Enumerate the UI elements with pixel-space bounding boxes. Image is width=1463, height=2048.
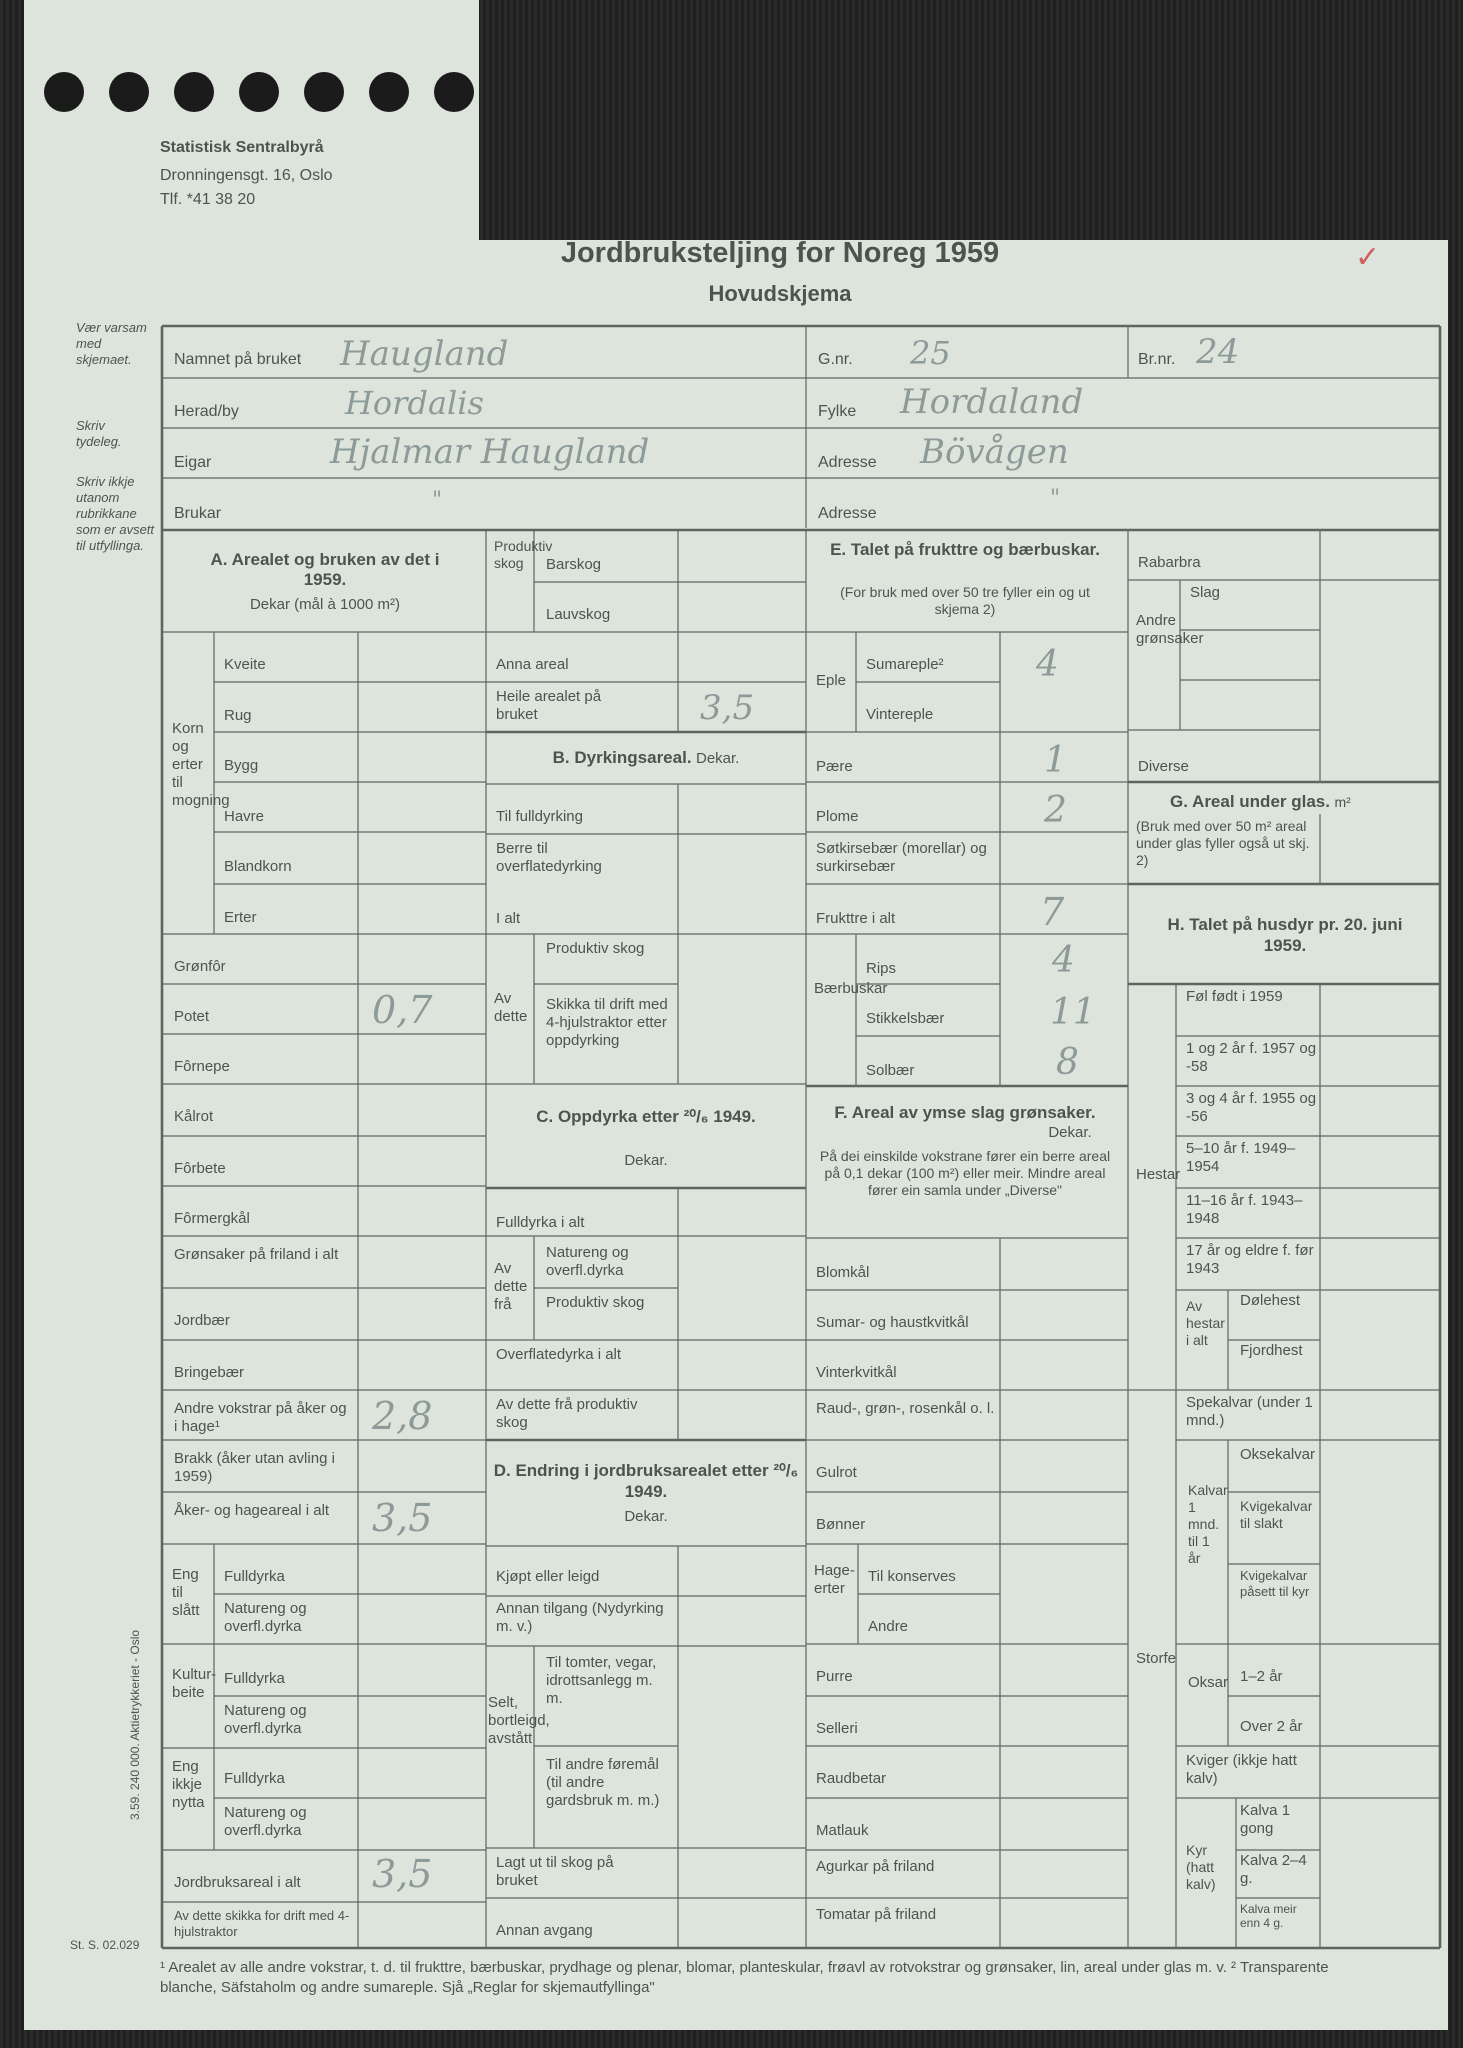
section-a-row-label: Potet — [174, 1008, 210, 1025]
hestar-label: Hestar — [1136, 1166, 1181, 1183]
fjordhest-label: Fjordhest — [1240, 1342, 1303, 1359]
section-a-row-label: Fôrbete — [174, 1160, 226, 1177]
ikkje-fulldyrka-label: Fulldyrka — [224, 1770, 285, 1787]
oksar-label: Oksar — [1188, 1674, 1229, 1691]
issuer-address: Dronningensgt. 16, Oslo — [160, 167, 333, 184]
c-produktiv-skog-label: Produktiv skog — [546, 1294, 645, 1311]
paere-value[interactable]: 1 — [1044, 740, 1067, 781]
andre-gronsaker-label: Andre grønsaker — [1136, 612, 1204, 647]
hest-row-label: 1 og 2 år f. 1957 og -58 — [1186, 1040, 1317, 1075]
section-a-row-value[interactable]: 3,5 — [372, 1496, 433, 1540]
annan-avgang-label: Annan avgang — [496, 1922, 593, 1939]
b-produktiv-skog-label: Produktiv skog — [546, 940, 645, 957]
baerbuskar-label: Bærbuskar — [814, 980, 888, 997]
issuer-phone: Tlf. *41 38 20 — [160, 191, 256, 208]
check-mark: ✓ — [1355, 241, 1381, 274]
kulturbeite-fulldyrka-label: Fulldyrka — [224, 1670, 285, 1687]
tractor-suitable-label: Av dette skikka for drift med 4-hjulstraktor — [174, 1908, 350, 1939]
issuer-name: Statistisk Sentralbyrå — [160, 139, 324, 156]
kviger-label: Kviger (ikkje hatt kalv) — [1186, 1752, 1297, 1787]
kyr-label: Kyr (hatt kalv) — [1186, 1842, 1216, 1892]
eng-til-slatt-label: Eng til slått — [172, 1566, 200, 1619]
farm-name-value[interactable]: Haugland — [340, 334, 509, 374]
fylke-label: Fylke — [818, 403, 857, 420]
sumareple-value[interactable]: 4 — [1036, 644, 1059, 685]
spekalvar-label: Spekalvar (under 1 mnd.) — [1186, 1394, 1313, 1429]
section-a-row-label: Grønsaker på friland i alt — [174, 1246, 339, 1263]
side-note-c: Skriv ikkje utanom rubrikkane som er avsett til utfyllinga. — [76, 474, 155, 553]
lagt-ut-label: Lagt ut til skog på bruket — [496, 1854, 614, 1889]
kulturbeite-natureng-label: Natureng og overfl.dyrka — [224, 1702, 307, 1737]
section-a-row-value[interactable]: 2,8 — [372, 1394, 433, 1438]
section-a-row-label: Åker- og hageareal i alt — [174, 1502, 330, 1519]
section-f-row2-label: Matlauk — [816, 1822, 869, 1839]
section-g-title: G. Areal under glas. m² — [1170, 792, 1351, 811]
section-e-title: E. Talet på frukttre og bærbuskar. — [830, 540, 1100, 559]
b-i-alt-label: I alt — [496, 910, 521, 927]
owner-label: Eigar — [174, 454, 212, 471]
section-c-unit: Dekar. — [624, 1152, 668, 1169]
hest-row-label: 17 år og eldre f. før 1943 — [1186, 1242, 1314, 1277]
address2-value[interactable]: " — [1050, 486, 1061, 511]
rips-value[interactable]: 4 — [1052, 940, 1075, 981]
section-f-title: F. Areal av ymse slag grønsaker. — [834, 1103, 1096, 1122]
section-f-row2-label: Raudbetar — [816, 1770, 887, 1787]
user-label: Brukar — [174, 505, 222, 522]
c-overflatedyrka-label: Overflatedyrka i alt — [496, 1346, 622, 1363]
hest-row-label: 5–10 år f. 1949–1954 — [1186, 1140, 1296, 1175]
brnr-value[interactable]: 24 — [1196, 332, 1240, 372]
section-a-row-label: Fôrmergkål — [174, 1210, 250, 1227]
kalva-2-4-label: Kalva 2–4 g. — [1240, 1852, 1307, 1887]
eple-label: Eple — [816, 672, 847, 689]
oksar-over2-label: Over 2 år — [1240, 1718, 1303, 1735]
section-f-row2-label: Agurkar på friland — [816, 1858, 935, 1875]
frukttre-label: Frukttre i alt — [816, 910, 896, 927]
ikkje-natureng-label: Natureng og overfl.dyrka — [224, 1804, 307, 1839]
eng-natureng-label: Natureng og overfl.dyrka — [224, 1600, 307, 1635]
section-f-row2-label: Tomatar på friland — [816, 1906, 937, 1923]
kalva-4-label: Kalva meir enn 4 g. — [1240, 1902, 1297, 1930]
section-f-row-label: Blomkål — [816, 1264, 870, 1281]
user-value[interactable]: " — [432, 488, 443, 513]
slag-label: Slag — [1190, 584, 1221, 601]
korn-row-label: Kveite — [224, 656, 266, 673]
c-produktiv-label: Av dette frå produktiv skog — [496, 1396, 638, 1431]
section-f-row-label: Sumar- og haustkvitkål — [816, 1314, 969, 1331]
storfe-label: Storfe — [1136, 1650, 1177, 1667]
section-b-title: B. Dyrkingsareal. Dekar. — [552, 748, 740, 767]
section-a-row-label: Bringebær — [174, 1364, 245, 1381]
section-h-title: H. Talet på husdyr pr. 20. juni 1959. — [1167, 915, 1403, 955]
section-f-row-label: Vinterkvitkål — [816, 1364, 897, 1381]
farm-name-label: Namnet på bruket — [174, 351, 302, 368]
form-subtitle: Hovudskjema — [708, 281, 852, 306]
herad-value[interactable]: Hordalis — [345, 384, 484, 422]
section-c-title: C. Oppdyrka etter ²⁰/₆ 1949. — [536, 1107, 756, 1126]
sotkirse-label: Søtkirsebær (morellar) og surkirsebær — [816, 840, 987, 875]
plome-value[interactable]: 2 — [1044, 790, 1067, 831]
section-f-unit: Dekar. — [1048, 1124, 1092, 1141]
korn-row-label: Havre — [224, 807, 265, 825]
side-note-b: Skriv tydeleg. — [76, 418, 122, 449]
anna-areal-label: Anna areal — [496, 656, 569, 673]
dolehest-label: Dølehest — [1240, 1292, 1301, 1309]
frukttre-value[interactable]: 7 — [1040, 890, 1065, 934]
section-a-row-label: Kålrot — [174, 1108, 214, 1125]
address2-label: Adresse — [818, 505, 877, 522]
b-skikka-label: Skikka til drift med 4-hjulstraktor etter oppdyrking — [546, 996, 668, 1049]
selt-label: Selt, bortleigd, avstått — [488, 1694, 550, 1747]
section-f-row-label: Bønner — [816, 1516, 866, 1533]
korn-row-label: Blandkorn — [224, 858, 292, 875]
lauvskog-label: Lauvskog — [546, 606, 611, 623]
korn-row-label: Erter — [224, 908, 257, 926]
plome-label: Plome — [816, 808, 859, 825]
korn-row-label: Bygg — [224, 757, 259, 774]
rips-label: Rips — [866, 960, 897, 977]
berre-overflate-label: Berre til overflatedyrking — [496, 840, 602, 875]
owner-value[interactable]: Hjalmar Haugland — [330, 432, 650, 472]
section-f-row-label: Raud-, grøn-, rosenkål o. l. — [816, 1400, 995, 1417]
eng-fulldyrka-label: Fulldyrka — [224, 1568, 285, 1585]
section-d-unit: Dekar. — [624, 1508, 668, 1525]
c-fulldyrka-label: Fulldyrka i alt — [496, 1214, 585, 1231]
oksekalvar-label: Oksekalvar — [1240, 1446, 1316, 1463]
korn-row-label: Rug — [224, 706, 252, 724]
solbaer-value[interactable]: 8 — [1056, 1042, 1079, 1083]
diverse-label: Diverse — [1138, 758, 1189, 775]
print-code: 3.59. 240 000. Aktietrykkeriet - Oslo — [128, 1629, 142, 1820]
b-av-dette-label: Av dette — [494, 990, 528, 1025]
section-a-row-label: Andre vokstrar på åker og i hage¹ — [174, 1400, 347, 1435]
section-f-note: På dei einskilde vokstrane fører ein berre areal på 0,1 dekar (100 m²) eller meir. Mindre areal fører ein samla under „Diverse" — [819, 1148, 1111, 1198]
til-fulldyrking-label: Til fulldyrking — [496, 808, 583, 825]
section-d-title: D. Endring i jordbruksarealet etter ²⁰/₆ 1949. — [493, 1461, 799, 1501]
annan-tilgang-label: Annan tilgang (Nydyrking m. v.) — [496, 1600, 664, 1635]
hageerter-label: Hage-erter — [814, 1562, 855, 1597]
footnote: ¹ Arealet av alle andre vokstrar, t. d. til frukttre, bærbuskar, prydhage og plenar, blomar, planteskular, frøavl av rotvokstrar og grønsaker, lin, areal under glas m. v. ² Transparente blanche, Säfstaholm og andre sumareple. Sjå „Reglar for skjemautfyllinga" — [160, 1959, 1329, 1996]
kalva-1-label: Kalva 1 gong — [1240, 1802, 1291, 1837]
section-a-row-label: Fôrnepe — [174, 1058, 230, 1075]
kulturbeite-label: Kultur-beite — [172, 1666, 217, 1701]
gnr-value[interactable]: 25 — [910, 334, 951, 372]
section-a-title: A. Arealet og bruken av det i 1959. — [210, 550, 440, 589]
sumareple-label: Sumareple² — [866, 656, 944, 673]
kjopt-label: Kjøpt eller leigd — [496, 1568, 600, 1585]
section-e-note: (For bruk med over 50 tre fyller ein og ut skjema 2) — [840, 584, 1090, 617]
jordbruksareal-value[interactable]: 3,5 — [372, 1852, 433, 1896]
til-konserves-label: Til konserves — [868, 1568, 956, 1585]
fylke-value[interactable]: Hordaland — [900, 382, 1084, 422]
section-a-row-label: Jordbær — [174, 1312, 230, 1329]
gnr-label: G.nr. — [818, 351, 853, 368]
section-f-row-label: Gulrot — [816, 1464, 857, 1481]
kalvar-label: Kalvar 1 mnd. til 1 år — [1188, 1482, 1228, 1566]
section-g-note: (Bruk med over 50 m² areal under glas fyller også ut skj. 2) — [1136, 818, 1310, 868]
til-tomter-label: Til tomter, vegar, idrottsanlegg m. m. — [546, 1654, 657, 1707]
stikkelsbaer-value[interactable]: 11 — [1050, 992, 1096, 1033]
korn-group-label: Korn og erter til mogning — [172, 720, 230, 809]
c-natureng-label: Natureng og overfl.dyrka — [546, 1244, 629, 1279]
hest-row-label: 11–16 år f. 1943–1948 — [1186, 1192, 1303, 1227]
produktiv-skog-label: Produktiv skog — [494, 538, 553, 571]
kvigekalvar-paset-label: Kvigekalvar påsett til kyr — [1240, 1568, 1310, 1599]
eng-ikkje-nytta-label: Eng ikkje nytta — [172, 1758, 205, 1811]
kvigekalvar-slakt-label: Kvigekalvar til slakt — [1240, 1498, 1313, 1531]
vintereple-label: Vintereple — [866, 706, 934, 723]
andre-erter-label: Andre — [868, 1618, 909, 1635]
section-f-row2-label: Purre — [816, 1668, 853, 1685]
section-a-row-label: Brakk (åker utan avling i 1959) — [174, 1450, 335, 1485]
stikkelsbaer-label: Stikkelsbær — [866, 1010, 945, 1027]
jordbruksareal-label: Jordbruksareal i alt — [174, 1874, 301, 1891]
rabarbra-label: Rabarbra — [1138, 554, 1201, 571]
section-f-row2-label: Selleri — [816, 1720, 858, 1737]
til-andre-label: Til andre føremål (til andre gardsbruk m. m.) — [546, 1756, 660, 1809]
section-a-unit: Dekar (mål à 1000 m²) — [249, 596, 401, 613]
av-hestar-label: Av hestar i alt — [1186, 1298, 1225, 1348]
address-label: Adresse — [818, 454, 877, 471]
address-value[interactable]: Bövågen — [920, 432, 1069, 472]
heile-arealet-value[interactable]: 3,5 — [700, 688, 755, 728]
c-av-dette-fra-label: Av dette frå — [494, 1260, 528, 1313]
paere-label: Pære — [816, 758, 853, 775]
hest-row-label: 3 og 4 år f. 1955 og -56 — [1186, 1090, 1317, 1125]
solbaer-label: Solbær — [866, 1062, 915, 1079]
form-title: Jordbruksteljing for Noreg 1959 — [560, 237, 1000, 269]
section-a-row-value[interactable]: 0,7 — [372, 988, 433, 1032]
section-a-row-label: Grønfôr — [174, 958, 226, 975]
hest-row-label: Føl født i 1959 — [1186, 988, 1283, 1005]
herad-label: Herad/by — [174, 403, 239, 420]
side-note-a: Vær varsam med skjemaet. — [76, 320, 147, 367]
oksar-1-2-label: 1–2 år — [1240, 1668, 1283, 1685]
heile-arealet-label: Heile arealet på bruket — [496, 688, 602, 723]
form-code: St. S. 02.029 — [70, 1938, 140, 1952]
brnr-label: Br.nr. — [1138, 351, 1176, 368]
barskog-label: Barskog — [546, 556, 602, 573]
